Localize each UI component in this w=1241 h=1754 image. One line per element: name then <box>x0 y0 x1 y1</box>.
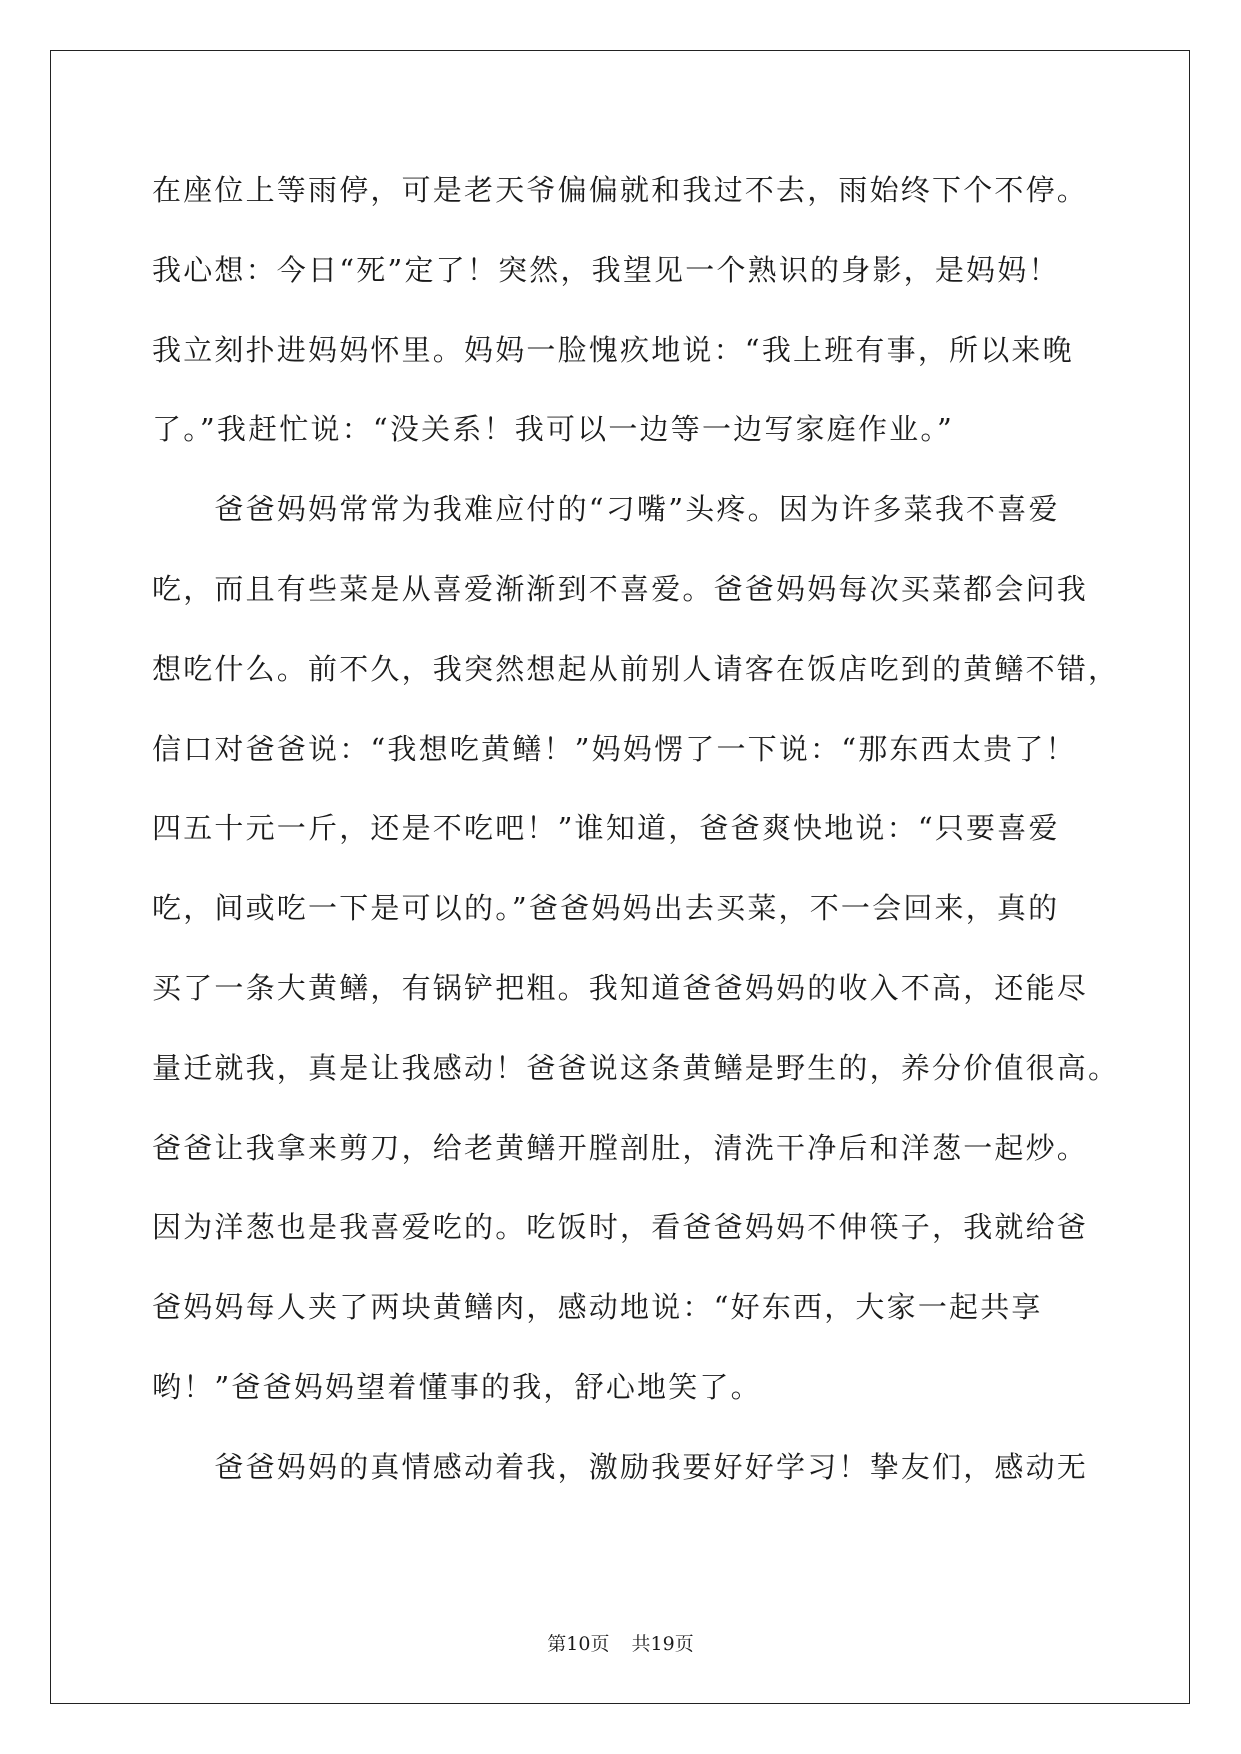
text-line: 爸爸妈妈的真情感动着我，激励我要好好学习！挚友们，感动无 <box>152 1449 1089 1484</box>
page-total: 共19页 <box>631 1633 694 1655</box>
page-footer <box>0 1632 1241 1656</box>
text-line: 想吃什么。前不久，我突然想起从前别人请客在饭店吃到的黄鳝不错， <box>152 651 1120 686</box>
text-line: 吃，间或吃一下是可以的。”爸爸妈妈出去买菜，不一会回来，真的 <box>152 891 1060 926</box>
text-line: 在座位上等雨停，可是老天爷偏偏就和我过不去，雨始终下个不停。 <box>152 173 1089 207</box>
text-line: 信口对爸爸说：“我想吃黄鳝！”妈妈愣了一下说：“那东西太贵了！ <box>152 731 1077 766</box>
text-line: 吃，而且有些菜是从喜爱渐渐到不喜爱。爸爸妈妈每次买菜都会问我 <box>152 571 1089 606</box>
text-line: 因为洋葱也是我喜爱吃的。吃饭时，看爸爸妈妈不伸筷子，我就给爸 <box>152 1210 1089 1245</box>
text-line: 买了一条大黄鳝，有锅铲把粗。我知道爸爸妈妈的收入不高，还能尽 <box>152 970 1089 1005</box>
text-line: 量迁就我，真是让我感动！爸爸说这条黄鳝是野生的，养分价值很高。 <box>152 1050 1120 1085</box>
text-line: 我立刻扑进妈妈怀里。妈妈一脸愧疚地说：“我上班有事，所以来晚 <box>152 332 1074 367</box>
text-line: 我心想：今日“死”定了！突然，我望见一个熟识的身影，是妈妈！ <box>152 252 1060 287</box>
text-line: 爸爸妈妈常常为我难应付的“刁嘴”头疼。因为许多菜我不喜爱 <box>152 492 1060 527</box>
text-line: 爸爸让我拿来剪刀，给老黄鳝开膛剖肚，清洗干净后和洋葱一起炒。 <box>152 1130 1089 1165</box>
document-body <box>152 160 1120 1517</box>
text-line: 四五十元一斤，还是不吃吧！”谁知道，爸爸爽快地说：“只要喜爱 <box>152 811 1060 846</box>
text-line: 哟！”爸爸妈妈望着懂事的我，舒心地笑了。 <box>152 1369 762 1404</box>
text-line: 爸妈妈每人夹了两块黄鳝肉，感动地说：“好东西，大家一起共享 <box>152 1290 1043 1325</box>
page-number: 第10页 <box>547 1633 610 1655</box>
text-line: 了。”我赶忙说：“没关系！我可以一边等一边写家庭作业。” <box>152 412 955 447</box>
